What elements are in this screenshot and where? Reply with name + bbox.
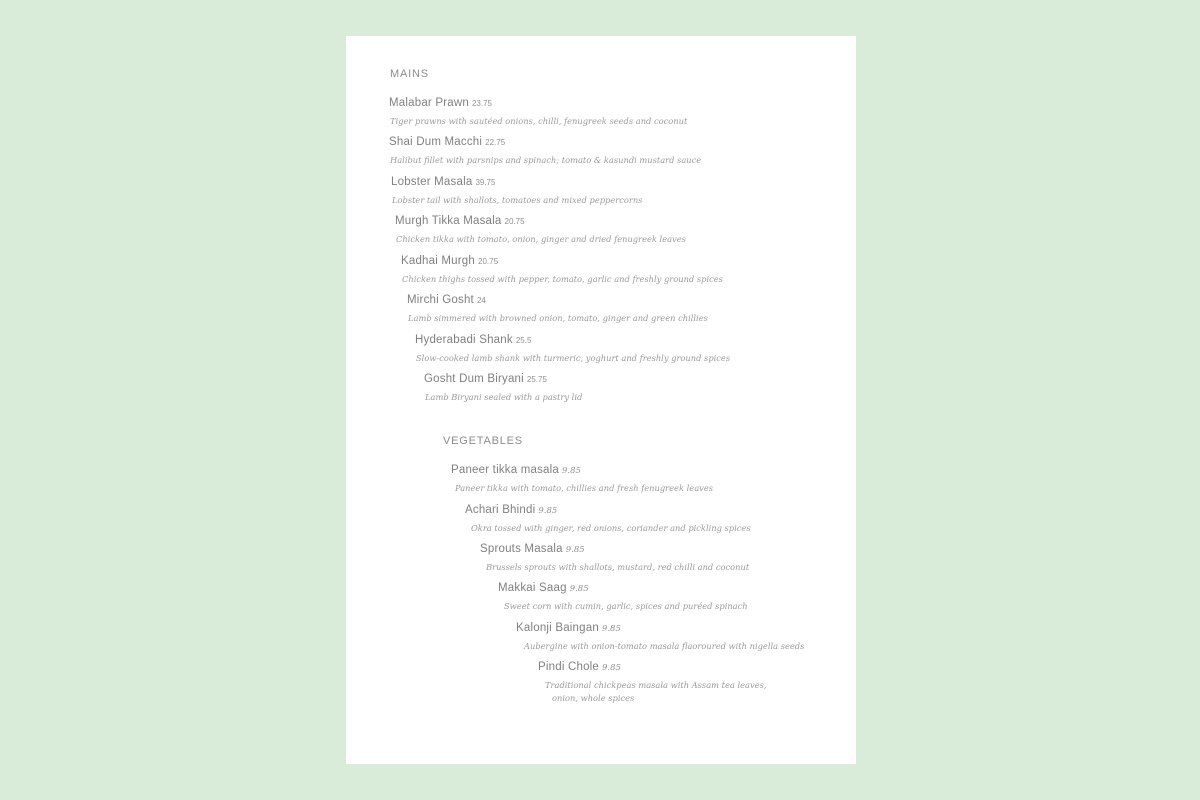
item-name: Malabar Prawn bbox=[389, 97, 469, 109]
item-price: 22.75 bbox=[485, 138, 506, 147]
item-name: Lobster Masala bbox=[391, 176, 473, 188]
item-name: Gosht Dum Biryani bbox=[424, 373, 524, 385]
item-name: Achari Bhindi bbox=[465, 504, 536, 516]
item-price: 9.85 bbox=[538, 506, 558, 516]
item-description: Brussels sprouts with shallots, mustard, red chilli and coconut bbox=[486, 562, 750, 572]
menu-item bbox=[389, 93, 687, 128]
menu-page bbox=[346, 36, 856, 764]
menu-item bbox=[516, 618, 804, 653]
item-name: Hyderabadi Shank bbox=[415, 334, 513, 346]
item-description: Slow-cooked lamb shank with turmeric, yoghurt and freshly ground spices bbox=[416, 353, 731, 363]
vegetables-heading: VEGETABLES bbox=[443, 435, 523, 447]
menu-item bbox=[389, 132, 701, 167]
menu-item bbox=[480, 539, 749, 574]
item-price: 20.75 bbox=[478, 257, 499, 266]
item-price: 9.85 bbox=[602, 663, 621, 673]
item-name: Kadhai Murgh bbox=[401, 255, 475, 267]
item-price: 9.85 bbox=[601, 624, 621, 634]
menu-item bbox=[465, 500, 751, 535]
menu-item bbox=[498, 578, 748, 613]
menu-item bbox=[451, 460, 713, 495]
item-description: Lamb simmered with browned onion, tomato, ginger and green chillies bbox=[408, 313, 708, 323]
item-description: Lobster tail with shallots, tomatoes and mixed peppercorns bbox=[392, 195, 643, 205]
menu-item bbox=[401, 251, 723, 286]
item-description: Chicken tikka with tomato, onion, ginger and dried fenugreek leaves bbox=[396, 234, 686, 244]
item-price: 9.85 bbox=[569, 584, 589, 594]
item-price: 20.75 bbox=[504, 217, 525, 226]
menu-item bbox=[391, 172, 642, 207]
item-price: 25.5 bbox=[515, 336, 532, 345]
item-price: 25.75 bbox=[526, 375, 547, 384]
item-name: Pindi Chole bbox=[538, 661, 600, 673]
menu-item bbox=[407, 290, 708, 325]
item-description: Halibut fillet with parsnips and spinach; tomato & kasundi mustard sauce bbox=[390, 155, 702, 165]
item-price: 24 bbox=[476, 296, 486, 305]
menu-item bbox=[424, 369, 582, 404]
item-description: Aubergine with onion-tomato masala flaoroured with nigella seeds bbox=[524, 641, 805, 651]
item-description: Traditional chickpeas masala with Assam tea leaves, bbox=[545, 680, 767, 690]
item-description: Chicken thighs tossed with pepper, tomato, garlic and freshly ground spices bbox=[402, 274, 723, 284]
item-name: Makkai Saag bbox=[498, 582, 567, 594]
menu-item bbox=[415, 330, 730, 365]
item-name: Mirchi Gosht bbox=[407, 294, 474, 306]
item-description: Paneer tikka with tomato, chillies and fresh fenugreek leaves bbox=[455, 483, 713, 493]
menu-item bbox=[395, 211, 686, 246]
item-description: Lamb Biryani sealed with a pastry lid bbox=[425, 392, 583, 402]
item-price: 9.85 bbox=[565, 545, 585, 555]
mains-heading: MAINS bbox=[390, 68, 429, 80]
item-description-line-2: onion, whole spices bbox=[552, 693, 635, 703]
item-name: Kalonji Baingan bbox=[516, 622, 599, 634]
item-name: Paneer tikka masala bbox=[451, 464, 559, 476]
item-price: 23.75 bbox=[471, 99, 492, 108]
item-price: 39.75 bbox=[475, 178, 496, 187]
item-description: Sweet corn with cumin, garlic, spices and puréed spinach bbox=[504, 601, 748, 611]
item-name: Sprouts Masala bbox=[480, 543, 563, 555]
item-name: Shai Dum Macchi bbox=[389, 136, 483, 148]
menu-item bbox=[538, 657, 766, 705]
item-name: Murgh Tikka Masala bbox=[395, 215, 502, 227]
item-description: Okra tossed with ginger, red onions, coriander and pickling spices bbox=[471, 523, 751, 533]
item-description: Tiger prawns with sautéed onions, chilli, fenugreek seeds and coconut bbox=[390, 116, 688, 126]
item-price: 9.85 bbox=[562, 466, 581, 476]
